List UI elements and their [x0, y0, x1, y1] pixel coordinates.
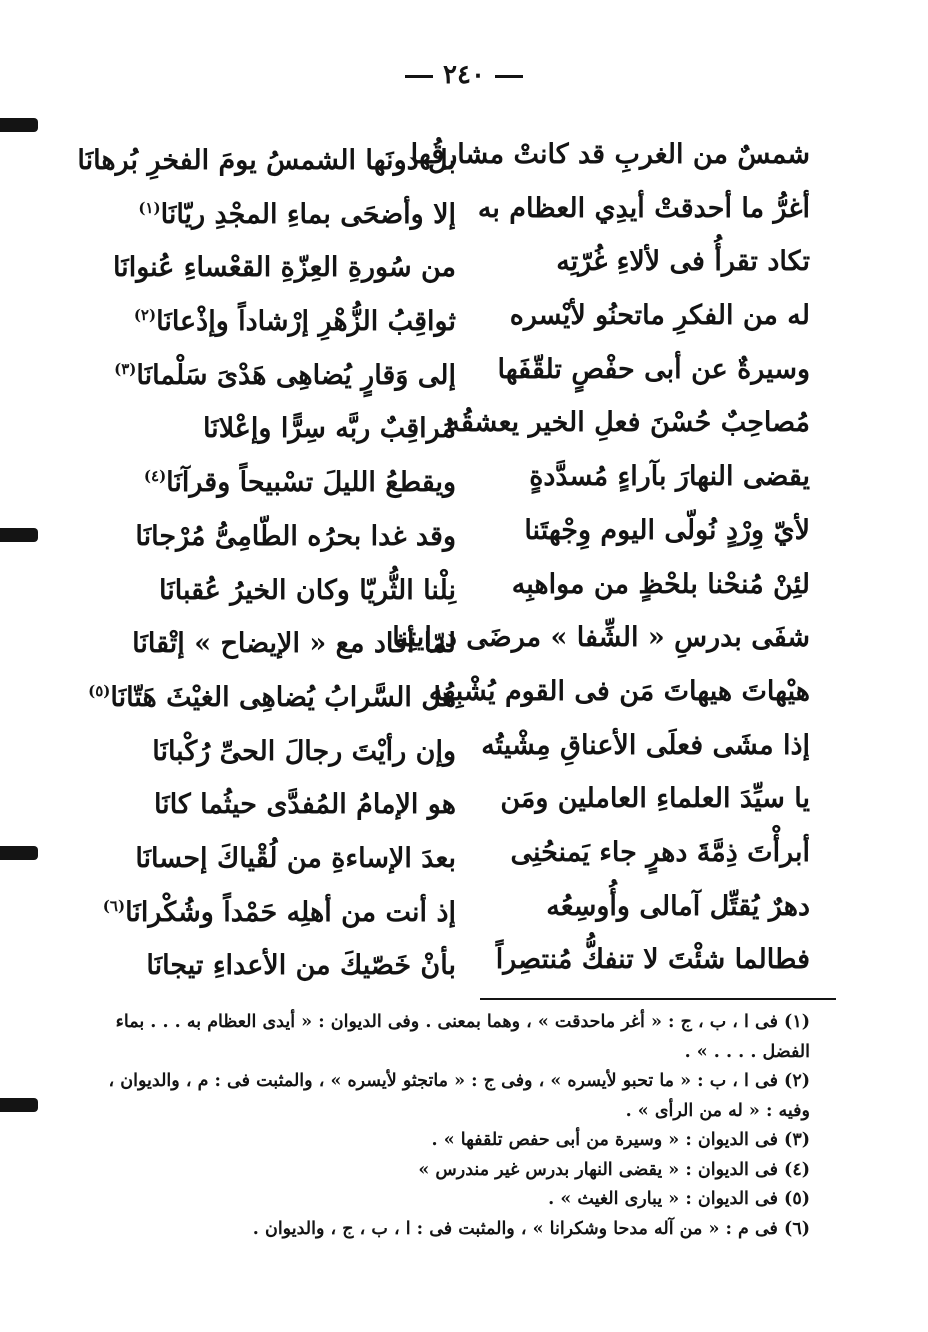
verse-hemistich: ثواقِبُ الزُّهْرِ إرْشاداً وإذْعانَا$^{(٢)}$ — [133, 306, 456, 338]
page-number-dash — [405, 75, 433, 78]
verse-hemistich: أبرأْتَ ذِمَّةَ دهرٍ جاء يَمنحُنِى — [510, 836, 810, 868]
verse-hemistich: مُراقِبٌ ربَّه سِرًّا وإعْلانَا — [202, 413, 456, 445]
poem-left-column — [77, 128, 456, 987]
verse-hemistich: إذ أنت من أهلِه حَمْداً وشُكْرانَا$^{(٦)}$ — [102, 896, 456, 928]
footnotes — [100, 1008, 810, 1244]
margin-mark — [0, 1098, 38, 1112]
verse-hemistich: له من الفكرِ ماتحنُو لأيْسره — [509, 300, 810, 332]
page-number — [0, 60, 928, 90]
footnote-ref: (٦) — [102, 896, 126, 915]
footnote-ref: (٥) — [88, 681, 111, 700]
verse-hemistich: من سُورةِ العِزّةِ القعْساءِ عُنوانَا — [112, 252, 456, 284]
verse-hemistich: هل السَّرابُ يُضاهِى الغيْثَ هَتّانَا$^{(٥)}$ — [88, 681, 456, 713]
footnote-ref: (٣) — [114, 359, 137, 378]
verse-hemistich: نِلْنا الثُّريّا وكان الخيرُ عُقبانَا — [159, 574, 456, 606]
verse-hemistich: مُصاحِبٌ حُسْنَ فعلِ الخير يعشقُه — [446, 407, 810, 439]
verse-hemistich: لأيّ وِرْدٍ نُولّى اليوم وِجْهتَنا — [524, 514, 810, 546]
footnote-separator — [480, 998, 836, 1000]
verse-hemistich: هيْهاتَ هيهاتَ مَن فى القوم يُشْبِهُه — [428, 675, 810, 707]
footnote-continuation: الفضل . . . . » . — [684, 1041, 810, 1062]
footnote: (١) فى ا ، ب ، ج : « أغر ماحدقت » ، وهما بمعنى . وفى الديوان : « أيدى العظام به . . . بماء — [115, 1012, 810, 1032]
footnote-ref: (٢) — [133, 306, 157, 325]
page-number-text: ٢٤٠ — [443, 60, 485, 90]
verse-hemistich: إلى وَقارٍ يُضاهِى هَدْىَ سَلْمانَا$^{(٣)}$ — [114, 359, 456, 391]
verse-hemistich: وإن رأيْتَ رجالَ الحىِّ رُكْبانَا — [152, 735, 456, 767]
verse-hemistich: يقضى النهارَ بآراءٍ مُسدَّدةٍ — [529, 461, 810, 493]
verse-hemistich: ويقطعُ الليلَ تسْبيحاً وقرآنَا$^{(٤)}$ — [143, 467, 456, 499]
verse-hemistich: وقد غدا بحرُه الطّامِىُّ مُرْجانَا — [135, 520, 456, 552]
footnote: (٥) فى الديوان : « يبارى الغيث » . — [548, 1189, 810, 1209]
verse-hemistich: شفَى بدرسِ « الشِّفا » مرضَى درايتِنا — [392, 622, 810, 654]
verse-hemistich: بعدَ الإساءةِ من لُقْياكَ إحسانَا — [135, 842, 456, 874]
footnote: (٣) فى الديوان : « وسيرة من أبى حفص تلقفها » . — [431, 1130, 810, 1150]
margin-mark — [0, 846, 38, 860]
verse-hemistich: دهرٌ يُقتِّل آمالى وأُوسِعُه — [546, 890, 810, 922]
verse-hemistich: إذا مشَى فعلَى الأعناقِ مِشْيتُه — [481, 729, 810, 761]
verse-hemistich: إلا وأضحَى بماءِ المجْدِ ريّانَا$^{(١)}$ — [138, 198, 456, 230]
footnote-continuation: وفيه : « له من الرأى » . — [625, 1100, 810, 1121]
verse-hemistich: وسيرةٌ عن أبى حفْصٍ تلقّفَها — [497, 353, 810, 385]
verse-hemistich: هو الإمامُ المُفدَّى حيثُما كانَا — [153, 789, 456, 821]
poem-right-column — [392, 128, 810, 987]
verse-hemistich: بأنْ خَصّيكَ من الأعداءِ تيجانَا — [146, 950, 456, 982]
footnote: (٤) فى الديوان : « يقضى النهار بدرس غير مندرس » — [418, 1159, 810, 1180]
verse-hemistich: لمّا أفاد مع « الإيضاح » إتْقانَا — [132, 628, 456, 660]
verse-hemistich: بل دونَها الشمسُ يومَ الفخرِ بُرهانَا — [77, 145, 456, 176]
verse-hemistich: يا سيِّدَ العلماءِ العاملين ومَن — [500, 783, 810, 815]
footnote-ref: (١) — [138, 198, 161, 217]
page-number-dash — [495, 75, 523, 78]
verse-hemistich: لئِنْ مُنحْنا بلحْظٍ من مواهبِه — [511, 568, 810, 600]
verse-hemistich: أغرُّ ما أحدقتْ أيدِي العظام به — [477, 192, 810, 224]
verse-hemistich: تكاد تقرأُ فى لألاءِ غُرّتِه — [556, 246, 810, 278]
footnote: (٦) فى م : « من آله مدحا وشكرانا » ، والمثبت فى : ا ، ب ، ج ، والديوان . — [252, 1218, 810, 1239]
margin-mark — [0, 118, 38, 132]
footnote: (٢) فى ا ، ب : « ما تحبو لأيسره » ، وفى ج : « ماتجثو لأيسره » ، والمثبت فى : م ، والديوان ، — [108, 1071, 810, 1091]
margin-mark — [0, 528, 38, 542]
verse-hemistich: شمسٌ من الغربِ قد كانتْ مشارقُها — [410, 139, 810, 170]
verse-hemistich: فطالما شئْتَ لا تنفكُّ مُنتصِراً — [495, 944, 810, 976]
footnote-ref: (٤) — [143, 467, 167, 486]
